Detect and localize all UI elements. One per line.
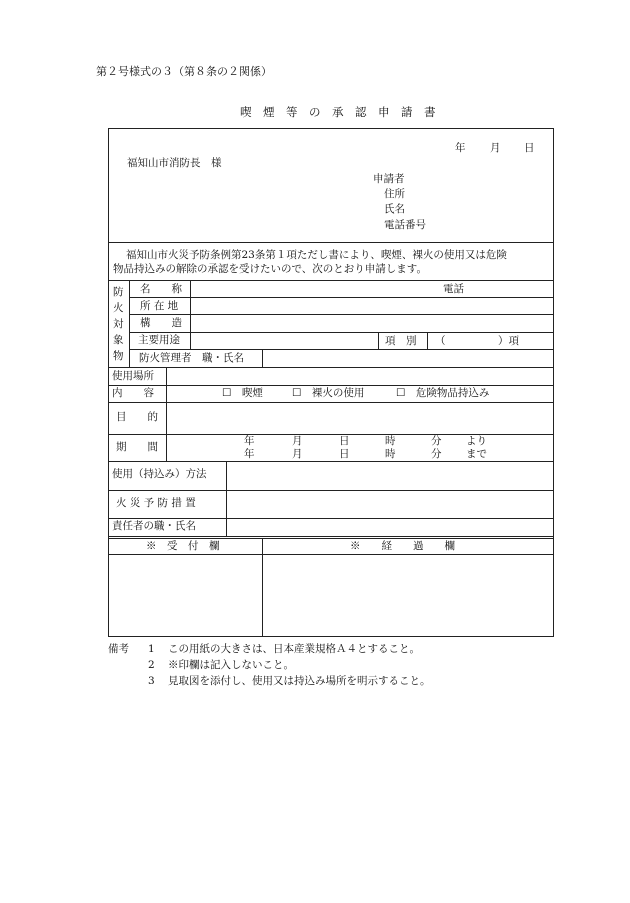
period-to-minute: 分 (431, 448, 442, 460)
category-value: （ ）項 (435, 335, 519, 347)
period-to-day: 日 (339, 448, 350, 460)
declaration-line-1: 福知山市火災予防条例第23条第１項ただし書により、喫煙、裸火の使用又は危険 (126, 249, 507, 261)
period-from-minute: 分 (431, 435, 442, 447)
target-side-2: 火 (113, 302, 124, 314)
name-label: 氏名 (384, 203, 405, 215)
period-to-month: 月 (292, 448, 303, 460)
option-smoking[interactable]: ☐ 喫煙 (222, 387, 263, 399)
fire-prevention-label: 火 災 予 防 措 置 (116, 497, 196, 509)
period-to-year: 年 (244, 448, 255, 460)
target-side-4: 象 (113, 334, 124, 346)
note-1-text: この用紙の大きさは、日本産業規格Ａ４とすること。 (168, 643, 420, 655)
fire-manager-label: 防火管理者 職・氏名 (139, 352, 244, 364)
recipient: 福知山市消防長 様 (127, 157, 222, 169)
page-title: 喫 煙 等 の 承 認 申 請 書 (240, 105, 436, 119)
target-name-label: 名 称 (140, 283, 182, 295)
period-label: 期 間 (116, 441, 158, 453)
use-place-label: 使用場所 (112, 370, 154, 382)
date-year: 年 (455, 142, 466, 154)
method-label: 使用（持込み）方法 (112, 468, 207, 480)
notes-heading: 備考 (108, 643, 129, 655)
target-side-1: 防 (113, 286, 124, 298)
target-phone-label: 電話 (443, 283, 464, 295)
progress-column-label: ※ 経 過 欄 (350, 540, 455, 552)
period-from-hour: 時 (385, 435, 396, 447)
period-from-suffix: より (466, 435, 487, 447)
purpose-label: 目 的 (116, 411, 158, 423)
target-usage-label: 主要用途 (138, 334, 180, 346)
target-location-label: 所 在 地 (140, 300, 179, 312)
note-2-text: ※印欄は記入しないこと。 (168, 659, 294, 671)
form-number: 第２号様式の３（第８条の２関係） (96, 65, 272, 78)
option-open-flame[interactable]: ☐ 裸火の使用 (292, 387, 365, 399)
note-3-text: 見取図を添付し、使用又は持込み場所を明示すること。 (168, 675, 431, 687)
note-1-number: 1 (148, 643, 155, 655)
period-to-hour: 時 (385, 448, 396, 460)
declaration-line-2: 物品持込みの解除の承認を受けたいので、次のとおり申請します。 (113, 263, 427, 275)
period-from-day: 日 (339, 435, 350, 447)
note-2-number: 2 (148, 659, 155, 671)
target-structure-label: 構 造 (140, 317, 182, 329)
responsible-person-label: 責任者の職・氏名 (112, 520, 196, 532)
phone-number-label: 電話番号 (384, 219, 426, 231)
period-from-month: 月 (292, 435, 303, 447)
option-hazardous-goods[interactable]: ☐ 危険物品持込み (396, 387, 490, 399)
period-to-suffix: まで (466, 448, 487, 460)
date-month: 月 (490, 142, 501, 154)
target-side-5: 物 (113, 350, 124, 362)
target-side-3: 対 (113, 318, 124, 330)
note-3-number: 3 (148, 675, 155, 687)
date-day: 日 (524, 142, 535, 154)
address-label: 住所 (384, 188, 405, 200)
period-from-year: 年 (244, 435, 255, 447)
applicant-label: 申請者 (373, 173, 405, 185)
reception-column-label: ※ 受 付 欄 (146, 540, 220, 552)
content-label: 内 容 (112, 387, 154, 399)
category-label: 項 別 (385, 335, 417, 347)
